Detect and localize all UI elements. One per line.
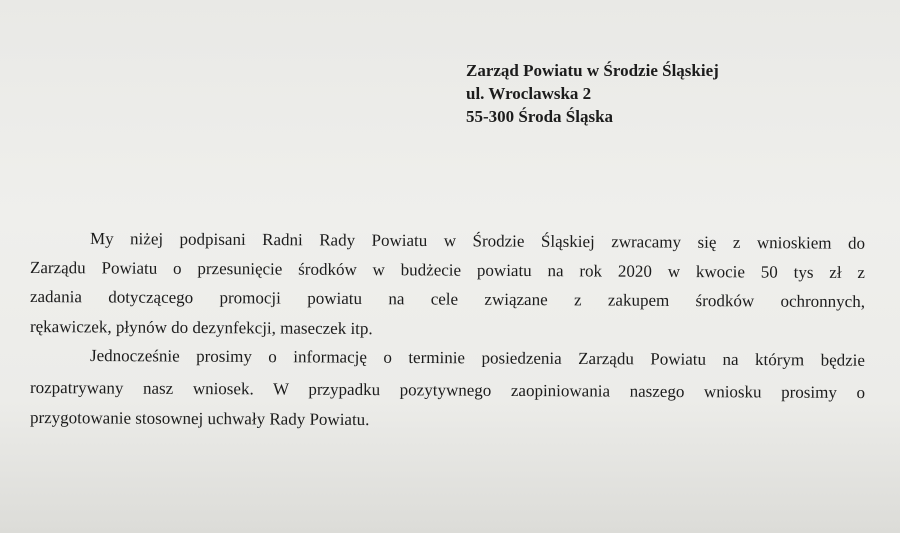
paragraph-2-line-1: Jednocześnie prosimy o informację o terminie posiedzenia Zarządu Powiatu na którym będzie <box>89 346 866 370</box>
paragraph-1-line-4: rękawiczek, płynów do dezynfekcji, maseczek itp. <box>29 317 373 339</box>
paragraph-2-line-2: rozpatrywany nasz wniosek. W przypadku pozytywnego zaopiniowania naszego wniosku prosimy o <box>29 378 866 403</box>
recipient-postal-city: 55-300 Środa Śląska <box>466 107 614 126</box>
recipient-name: Zarząd Powiatu w Środzie Śląskiej <box>466 61 719 80</box>
paragraph-1-line-3: zadania dotyczącego promocji powiatu na cele związane z zakupem środków ochronnych, <box>29 287 866 312</box>
paragraph-2-line-3: przygotowanie stosownej uchwały Rady Powiatu. <box>29 408 370 430</box>
recipient-street: ul. Wroclawska 2 <box>466 84 592 103</box>
paragraph-1-line-1: My niżej podpisani Radni Rady Powiatu w Środzie Śląskiej zwracamy się z wnioskiem do <box>89 229 866 253</box>
paragraph-1-line-2: Zarządu Powiatu o przesunięcie środków w budżecie powiatu na rok 2020 w kwocie 50 tys zł z <box>29 258 866 283</box>
